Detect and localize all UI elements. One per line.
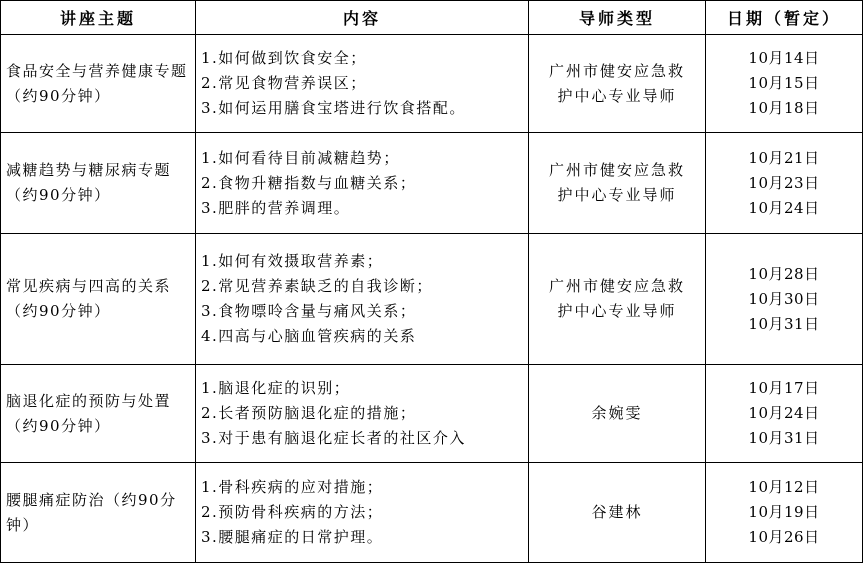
header-row (1, 1, 863, 35)
content-item: 2.食物升糖指数与血糖关系； (201, 173, 417, 192)
date-item: 10月24日 (748, 404, 820, 422)
date-item: 10月28日 (748, 264, 820, 283)
content-item: 3.如何运用膳食宝塔进行饮食搭配。 (201, 99, 466, 117)
date-item: 10月17日 (748, 379, 820, 397)
date-item: 10月24日 (748, 198, 820, 217)
lecture-topic: 常见疾病与四高的关系（约90分钟） (1, 234, 196, 365)
lecture-topic: 食品安全与营养健康专题（约90分钟） (1, 35, 196, 133)
date-item: 10月30日 (748, 289, 820, 308)
lecture-content (196, 463, 529, 563)
content-item: 2.长者预防脑退化症的措施； (201, 404, 417, 422)
date-item: 10月23日 (748, 173, 820, 192)
content-item: 3.腰腿痛症的日常护理。 (201, 528, 384, 546)
content-item: 1.如何看待目前减糖趋势； (201, 148, 400, 167)
content-item: 3.食物嘌呤含量与痛风关系； (201, 302, 417, 320)
mentor-type: 广州市健安应急救护中心专业导师 (529, 35, 706, 133)
content-item: 1.脑退化症的识别； (201, 379, 351, 397)
content-item: 3.肥胖的营养调理。 (201, 198, 351, 217)
table-row (1, 35, 863, 133)
lecture-dates (706, 234, 863, 365)
header-content: 内容 (196, 1, 529, 35)
content-item: 2.预防骨科疾病的方法； (201, 503, 384, 521)
table-row (1, 365, 863, 463)
table-row (1, 133, 863, 234)
mentor-type: 广州市健安应急救护中心专业导师 (529, 133, 706, 234)
lecture-content (196, 133, 529, 234)
mentor-type: 广州市健安应急救护中心专业导师 (529, 234, 706, 365)
date-item: 10月12日 (748, 478, 820, 496)
lecture-dates (706, 35, 863, 133)
header-date: 日期（暂定） (706, 1, 863, 35)
date-item: 10月14日 (748, 49, 820, 67)
lecture-topic: 脑退化症的预防与处置（约90分钟） (1, 365, 196, 463)
content-item: 4.四高与心脑血管疾病的关系 (201, 327, 417, 345)
date-item: 10月31日 (748, 429, 820, 447)
date-item: 10月15日 (748, 74, 820, 92)
header-topic: 讲座主题 (1, 1, 196, 35)
lecture-dates (706, 365, 863, 463)
lecture-content (196, 365, 529, 463)
date-item: 10月26日 (748, 528, 820, 546)
content-item: 1.如何有效摄取营养素； (201, 252, 384, 270)
mentor-type: 余婉雯 (529, 365, 706, 463)
table-row (1, 234, 863, 365)
lecture-topic: 腰腿痛症防治（约90分钟） (1, 463, 196, 563)
lecture-topic: 减糖趋势与糖尿病专题（约90分钟） (1, 133, 196, 234)
date-item: 10月19日 (748, 503, 820, 521)
lecture-dates (706, 133, 863, 234)
content-item: 1.如何做到饮食安全； (201, 49, 367, 67)
content-item: 2.常见营养素缺乏的自我诊断； (201, 277, 433, 295)
content-item: 1.骨科疾病的应对措施； (201, 478, 384, 496)
header-mentor: 导师类型 (529, 1, 706, 35)
lecture-dates (706, 463, 863, 563)
table-row (1, 463, 863, 563)
mentor-type: 谷建林 (529, 463, 706, 563)
content-item: 3.对于患有脑退化症长者的社区介入 (201, 429, 466, 447)
content-item: 2.常见食物营养误区； (201, 74, 367, 92)
date-item: 10月31日 (748, 314, 820, 333)
lecture-content (196, 234, 529, 365)
date-item: 10月21日 (748, 148, 820, 167)
date-item: 10月18日 (748, 99, 820, 117)
lecture-content (196, 35, 529, 133)
